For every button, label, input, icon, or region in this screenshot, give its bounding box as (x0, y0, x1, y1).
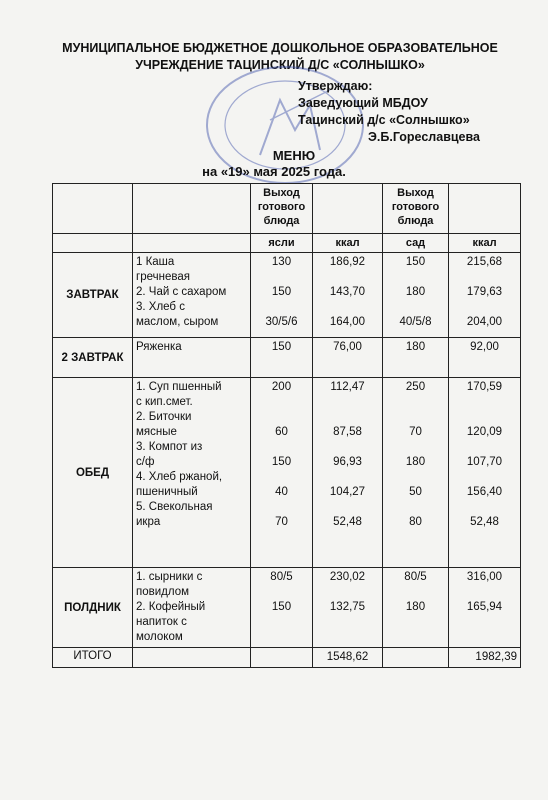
approver-position: Заведующий МБДОУ (298, 96, 428, 110)
yasli-value (254, 500, 309, 515)
sad-value (386, 630, 445, 645)
approver-signature-name: Э.Б.Гореславцева (368, 130, 480, 144)
header-empty-cell (53, 234, 133, 253)
kcal-sad-value (452, 300, 517, 315)
yasli-value (254, 615, 309, 630)
meal-sad-cell (383, 338, 449, 378)
sad-value (386, 440, 445, 455)
dish-line: 3. Хлеб с (136, 301, 185, 313)
meal-kcal2-cell (449, 338, 521, 378)
sad-value (386, 270, 445, 285)
yasli-value (254, 270, 309, 285)
dish-line: 2. Биточки (136, 411, 192, 423)
header-output-yasli: Выход готового блюда (251, 184, 313, 234)
sad-value: 70 (409, 426, 422, 438)
header-empty-cell (53, 184, 133, 234)
sad-value: 250 (405, 381, 426, 393)
dish-line: мясные (136, 426, 177, 438)
kcal-sad-value: 165,94 (466, 601, 503, 613)
kcal-yasli-value (316, 615, 379, 630)
meal-name: ПОЛДНИК (53, 568, 133, 648)
meal-yasli-cell (251, 253, 313, 338)
dish-line: 2. Чай с сахаром (136, 286, 227, 298)
kcal-yasli-value (316, 410, 379, 425)
yasli-value: 150 (271, 341, 292, 353)
total-label: ИТОГО (53, 648, 133, 668)
org-line-1: МУНИЦИПАЛЬНОЕ БЮДЖЕТНОЕ ДОШКОЛЬНОЕ ОБРАЗОВАТЕЛЬНОЕ (62, 41, 498, 55)
sad-value (386, 585, 445, 600)
kcal-yasli-value (316, 470, 379, 485)
approver-institution: Тацинский д/с «Солнышко» (298, 113, 470, 127)
meal-name: 2 ЗАВТРАК (53, 338, 133, 378)
yasli-value: 80/5 (270, 571, 293, 583)
total-row (53, 648, 521, 668)
meal-yasli-cell (251, 378, 313, 568)
kcal-yasli-value: 143,70 (329, 286, 366, 298)
sad-value: 180 (405, 341, 426, 353)
sad-value: 180 (405, 286, 426, 298)
meal-sad-cell (383, 378, 449, 568)
kcal-yasli-value: 76,00 (333, 341, 362, 353)
sad-value: 80 (409, 516, 422, 528)
yasli-value: 70 (275, 516, 288, 528)
kcal-yasli-value: 132,75 (329, 601, 366, 613)
kcal-yasli-value (316, 300, 379, 315)
kcal-sad-value: 179,63 (466, 286, 503, 298)
sad-value (386, 300, 445, 315)
yasli-value (254, 585, 309, 600)
header-output-sad: Выход готового блюда (383, 184, 449, 234)
sad-value (386, 410, 445, 425)
kcal-yasli-value: 186,92 (329, 256, 366, 268)
kcal-sad-value: 170,59 (466, 381, 503, 393)
org-line-2: УЧРЕЖДЕНИЕ ТАЦИНСКИЙ Д/С «СОЛНЫШКО» (135, 58, 425, 72)
kcal-yasli-value: 52,48 (333, 516, 362, 528)
sad-value (386, 615, 445, 630)
meal-yasli-cell (251, 568, 313, 648)
table-subheader-row (53, 234, 521, 253)
kcal-yasli-value (316, 270, 379, 285)
kcal-sad-value: 156,40 (466, 486, 503, 498)
meal-sad-cell (383, 568, 449, 648)
total-kcal-yasli: 1548,62 (313, 648, 383, 668)
yasli-value (254, 470, 309, 485)
total-kcal-sad: 1982,39 (449, 648, 521, 668)
approval-block (298, 78, 480, 146)
kcal-yasli-value: 96,93 (333, 456, 362, 468)
kcal-yasli-value (316, 585, 379, 600)
meal-dishes-cell (133, 253, 251, 338)
yasli-value: 30/5/6 (265, 316, 298, 328)
dish-line: повидлом (136, 586, 190, 598)
kcal-sad-value (452, 585, 517, 600)
kcal-yasli-value: 112,47 (330, 381, 365, 393)
kcal-sad-value (452, 410, 517, 425)
kcal-yasli-value: 87,58 (333, 426, 362, 438)
table-row (53, 568, 521, 648)
meal-dishes-cell (133, 568, 251, 648)
yasli-value: 60 (275, 426, 288, 438)
table-row (53, 338, 521, 378)
header-empty-cell (313, 184, 383, 234)
kcal-yasli-value: 230,02 (329, 571, 366, 583)
meal-kcal1-cell (313, 378, 383, 568)
sad-value (386, 500, 445, 515)
kcal-sad-value (452, 615, 517, 630)
sad-value (386, 395, 445, 410)
dish-line: напиток с (136, 616, 187, 628)
menu-date: на «19» мая 2025 года. (202, 164, 346, 179)
dish-line: 1. Суп пшенный (136, 381, 222, 393)
dish-line: 4. Хлеб ржаной, (136, 471, 223, 483)
header-sad: сад (383, 234, 449, 253)
sad-value: 150 (405, 256, 426, 268)
kcal-yasli-value (316, 440, 379, 455)
header-kcal-sad: ккал (449, 234, 521, 253)
kcal-sad-value: 52,48 (470, 516, 499, 528)
kcal-sad-value: 120,09 (466, 426, 503, 438)
header-kcal-yasli: ккал (313, 234, 383, 253)
sad-value (386, 470, 445, 485)
menu-title: МЕНЮ (272, 148, 316, 163)
kcal-yasli-value (316, 630, 379, 645)
kcal-sad-value: 316,00 (466, 571, 503, 583)
header-empty-cell (133, 184, 251, 234)
sad-value: 80/5 (404, 571, 427, 583)
yasli-value (254, 395, 309, 410)
table-row (53, 253, 521, 338)
dish-line: Ряженка (136, 341, 182, 353)
yasli-value: 200 (271, 381, 292, 393)
kcal-sad-value (452, 470, 517, 485)
sad-value: 180 (405, 456, 426, 468)
meal-kcal1-cell (313, 568, 383, 648)
sad-value: 40/5/8 (399, 316, 432, 328)
meal-name: ОБЕД (53, 378, 133, 568)
dish-line: 3. Компот из (136, 441, 203, 453)
dish-line: с кип.смет. (136, 396, 193, 408)
dish-line: пшеничный (136, 486, 198, 498)
meal-dishes-cell (133, 338, 251, 378)
kcal-sad-value (452, 500, 517, 515)
kcal-sad-value: 107,70 (466, 456, 503, 468)
kcal-sad-value (452, 395, 517, 410)
kcal-yasli-value (316, 395, 379, 410)
dish-line: молоком (136, 631, 183, 643)
yasli-value (254, 410, 309, 425)
header-empty-cell (449, 184, 521, 234)
dish-line: 2. Кофейный (136, 601, 206, 613)
sad-value: 50 (409, 486, 422, 498)
table-row (53, 378, 521, 568)
meal-yasli-cell (251, 338, 313, 378)
sad-value: 180 (405, 601, 426, 613)
dish-line: 5. Свекольная (136, 501, 213, 513)
yasli-value: 150 (271, 601, 292, 613)
header-empty-cell (133, 234, 251, 253)
kcal-yasli-value: 164,00 (329, 316, 366, 328)
meal-kcal1-cell (313, 253, 383, 338)
dish-line: икра (136, 516, 161, 528)
yasli-value (254, 300, 309, 315)
yasli-value (254, 630, 309, 645)
menu-table (52, 183, 521, 668)
meal-kcal2-cell (449, 253, 521, 338)
yasli-value: 40 (275, 486, 288, 498)
dish-line: гречневая (136, 271, 190, 283)
kcal-sad-value: 215,68 (466, 256, 503, 268)
kcal-sad-value: 204,00 (466, 316, 503, 328)
kcal-sad-value (452, 270, 517, 285)
kcal-sad-value (452, 630, 517, 645)
dish-line: 1. сырники с (136, 571, 203, 583)
kcal-sad-value: 92,00 (470, 341, 499, 353)
kcal-sad-value (452, 440, 517, 455)
meal-kcal1-cell (313, 338, 383, 378)
meal-kcal2-cell (449, 568, 521, 648)
dish-line: 1 Каша (136, 256, 175, 268)
yasli-value (254, 440, 309, 455)
total-empty-cell (383, 648, 449, 668)
kcal-yasli-value (316, 500, 379, 515)
dish-line: маслом, сыром (136, 316, 219, 328)
dish-line: с/ф (136, 456, 155, 468)
meal-dishes-cell (133, 378, 251, 568)
yasli-value: 150 (271, 286, 292, 298)
menu-title-block (0, 148, 548, 180)
yasli-value: 130 (271, 256, 292, 268)
table-header-row (53, 184, 521, 234)
meal-kcal2-cell (449, 378, 521, 568)
meal-name: ЗАВТРАК (53, 253, 133, 338)
yasli-value: 150 (271, 456, 292, 468)
header-yasli: ясли (251, 234, 313, 253)
meal-sad-cell (383, 253, 449, 338)
kcal-yasli-value: 104,27 (329, 486, 366, 498)
total-empty-cell (133, 648, 251, 668)
total-empty-cell (251, 648, 313, 668)
approve-label: Утверждаю: (298, 79, 373, 93)
